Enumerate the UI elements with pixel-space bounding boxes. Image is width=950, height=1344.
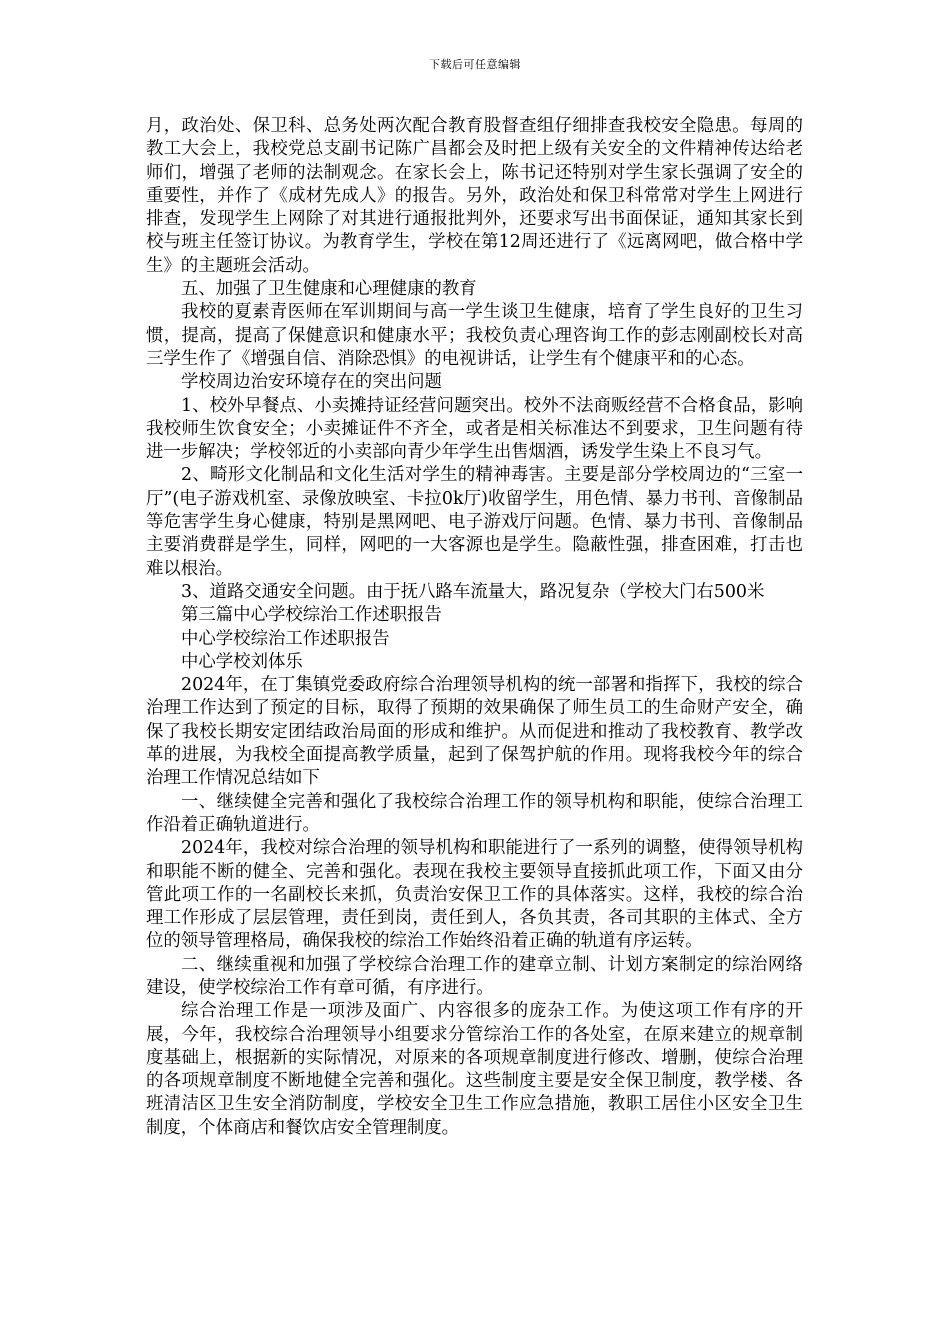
paragraph-health: 我校的夏素青医师在军训期间与高一学生谈卫生健康，培育了学生良好的卫生习惯，提高，提高了保健意识和健康水平；我校负责心理咨询工作的彭志刚副校长对高三学生作了《增强自信、消除恐惧》的电视讲话，让学生有个健康平和的心态。	[146, 302, 803, 369]
paragraph-issue-1: 1、校外早餐点、小卖摊持证经营问题突出。校外不法商贩经营不合格食品，影响我校师生饮食安全；小卖摊证件不齐全，或者是相关标准达不到要求，卫生问题有待进一步解决；学校邻近的小卖部向青少年学生出售烟酒，诱发学生染上不良习气。	[146, 395, 803, 463]
document-body	[146, 115, 803, 1140]
paragraph-issue-2: 2、畸形文化制品和文化生活对学生的精神毒害。主要是部分学校周边的“三室一厅”(电子游戏机室、录像放映室、卡拉0k厅)收留学生，用色情、暴力书刊、音像制品等危害学生身心健康，特别是黑网吧、电子游戏厅问题。色情、暴力书刊、音像制品主要消费群是学生，同样，网吧的一大客源也是学生。隐蔽性强，排查困难，打击也难以根治。	[146, 465, 803, 579]
paragraph-leadership: 2024年，我校对综合治理的领导机构和职能进行了一系列的调整，使得领导机构和职能不断的健全、完善和强化。表现在我校主要领导直接抓此项工作，下面又由分管此项工作的一名副校长来抓，负责治安保卫工作的具体落实。这样，我校的综合治理工作形成了层层管理，责任到岗，责任到人，各负其责，各司其职的主体式、全方位的领导管理格局，确保我校的综治工作始终沿着正确的轨道有序运转。	[146, 838, 803, 952]
section-heading-issues: 学校周边治安环境存在的突出问题	[181, 372, 442, 393]
report-author: 中心学校刘体乐	[181, 651, 303, 672]
paragraph-1: 月，政治处、保卫科、总务处两次配合教育股督查组仔细排查我校安全隐患。每周的教工大会上，我校党总支副书记陈广昌都会及时把上级有关安全的文件精神传达给老师们，增强了老师的法制观念。在家长会上，陈书记还特别对学生家长强调了安全的重要性，并作了《成材先成人》的报告。另外，政治处和保卫科常常对学生上网进行排查，发现学生上网除了对其进行通报批判外，还要求写出书面保证，通知其家长到校与班主任签订协议。为教育学生，学校在第12周还进行了《远离网吧，做合格中学生》的主题班会活动。	[146, 116, 803, 276]
page-header: 下载后可任意编辑	[429, 58, 521, 71]
paragraph-issue-3: 3、道路交通安全问题。由于抚八路车流量大，路况复杂（学校大门右500米	[181, 581, 765, 602]
chapter-title: 第三篇中心学校综治工作述职报告	[181, 605, 442, 626]
paragraph-intro: 2024年，在丁集镇党委政府综合治理领导机构的统一部署和指挥下，我校的综合治理工作达到了预定的目标，取得了预期的效果确保了师生员工的生命财产安全，确保了我校长期安定团结政治局面的形成和维护。从而促进和推动了我校教育、教学改革的进展，为我校全面提高教学质量，起到了保驾护航的作用。现将我校今年的综合治理工作情况总结如下	[146, 675, 803, 789]
section-heading-5: 五、加强了卫生健康和心理健康的教育	[181, 279, 477, 300]
paragraph-rules: 综合治理工作是一项涉及面广、内容很多的庞杂工作。为使这项工作有序的开展，今年，我校综合治理领导小组要求分管综治工作的各处室，在原来建立的规章制度基础上，根据新的实际情况，对原来的各项规章制度进行修改、增删，使综合治理的各项规章制度不断地健全完善和强化。这些制度主要是安全保卫制度，教学楼、各班清洁区卫生安全消防制度，学校安全卫生工作应急措施，教职工居住小区安全卫生制度，个体商店和餐饮店安全管理制度。	[146, 1001, 803, 1138]
section-heading-1: 一、继续健全完善和强化了我校综合治理工作的领导机构和职能，使综合治理工作沿着正确轨道进行。	[146, 791, 803, 835]
report-title: 中心学校综治工作述职报告	[181, 628, 390, 649]
section-heading-2: 二、继续重视和加强了学校综合治理工作的建章立制、计划方案制定的综治网络建设，使学校综治工作有章可循，有序进行。	[146, 954, 803, 998]
